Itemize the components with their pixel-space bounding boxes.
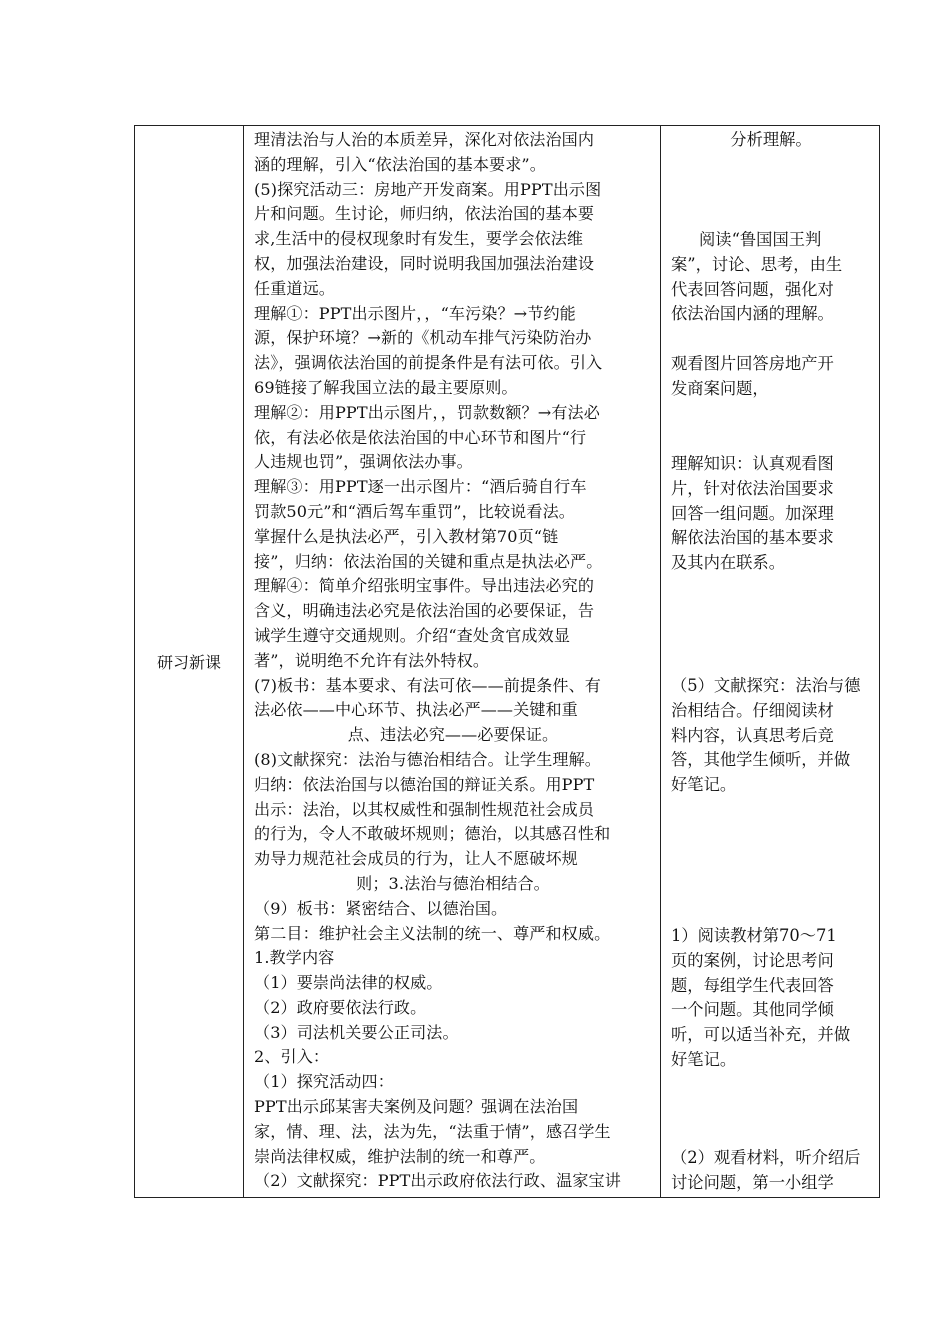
student-activity-block (671, 452, 871, 576)
teacher-line: 理解④：简单介绍张明宝事件。导出违法必究的 (254, 576, 595, 596)
student-activity-block (671, 228, 871, 327)
student-line: 好笔记。 (671, 1049, 737, 1069)
teacher-line: 涵的理解，引入“依法治国的基本要求”。 (254, 154, 546, 174)
student-line: 分析理解。 (730, 130, 812, 149)
teacher-line: （2）文献探究：PPT出示政府依法行政、温家宝讲 (254, 1171, 621, 1191)
teacher-line: 理解①：PPT出示图片，，“车污染？→节约能 (254, 303, 576, 323)
student-line: 代表回答问题，强化对 (671, 279, 834, 299)
student-activity-text (661, 126, 879, 1197)
teacher-line: 法》，强调依法治国的前提条件是有法可依。引入 (254, 353, 603, 373)
student-activity-cell (661, 126, 880, 1198)
teacher-line: 掌握什么是执法必严，引入教材第70页“链 (254, 526, 559, 546)
student-line: 听，可以适当补充，并做 (671, 1025, 851, 1045)
student-line: 料内容，认真思考后竞 (671, 725, 834, 745)
teacher-line: 著”，说明绝不允许有法外特权。 (254, 650, 490, 670)
student-line: 案”，讨论、思考，由生 (671, 254, 843, 274)
section-label: 研习新课 (156, 653, 221, 672)
teacher-line: 依，有法必依是依法治国的中心环节和图片“行 (254, 427, 587, 447)
student-line: 片，针对依法治国要求 (671, 478, 834, 498)
teacher-line: PPT出示邱某害夫案例及问题？强调在法治国 (254, 1097, 579, 1117)
teacher-line: （9）板书：紧密结合、以德治国。 (254, 898, 508, 918)
student-line: 讨论问题，第一小组学 (671, 1172, 834, 1192)
teacher-line: 罚款50元”和“酒后驾车重罚”，比较说看法。 (254, 501, 575, 521)
student-line: 页的案例，讨论思考问 (671, 950, 834, 970)
student-line: （5）文献探究：法治与德 (671, 676, 861, 695)
student-line: 及其内在联系。 (671, 553, 785, 573)
teacher-line: 求,生活中的侵权现象时有发生，要学会依法维 (254, 229, 584, 249)
student-line: 理解知识：认真观看图 (671, 454, 834, 473)
student-line: 观看图片回答房地产开 (671, 354, 834, 373)
teacher-line: 任重道远。 (254, 278, 335, 298)
teacher-line: 理清法治与人治的本质差异，深化对依法治国内 (254, 130, 595, 149)
teacher-line: (8)文献探究：法治与德治相结合。让学生理解。 (254, 749, 601, 769)
teacher-line: 归纳：依法治国与以德治国的辩证关系。用PPT (254, 774, 595, 794)
teacher-line: 诫学生遵守交通规则。介绍“查处贪官成效显 (254, 625, 571, 645)
teacher-line: 家，情、理、法，法为先，“法重于情”，感召学生 (254, 1121, 611, 1141)
student-line: 解依法治国的基本要求 (671, 528, 834, 548)
student-activity-block (671, 1146, 871, 1196)
teacher-activity-cell (244, 126, 661, 1198)
teacher-line: 则；3.法治与德治相结合。 (356, 873, 550, 893)
teacher-line: （1）要崇尚法律的权威。 (254, 973, 443, 993)
teacher-line: 法必依——中心环节、执法必严——关键和重 (254, 700, 578, 720)
student-line: 依法治国内涵的理解。 (671, 304, 834, 324)
student-line: 治相结合。仔细阅读材 (671, 700, 834, 720)
student-line: 一个问题。其他同学倾 (671, 1000, 834, 1020)
student-line: 发商案问题， (671, 378, 769, 398)
teacher-line: 出示：法治，以其权威性和强制性规范社会成员 (254, 799, 595, 819)
student-activity-block (671, 128, 871, 153)
teacher-line: （2）政府要依法行政。 (254, 997, 427, 1017)
teacher-line: 崇尚法律权威，维护法制的统一和尊严。 (254, 1146, 546, 1166)
student-activity-block (671, 352, 871, 402)
teacher-line: 劝导力规范社会成员的行为，让人不愿破坏规 (254, 849, 578, 869)
teacher-line: 权，加强法治建设，同时说明我国加强法治建设 (254, 253, 595, 273)
teacher-line: 点、违法必究——必要保证。 (347, 725, 559, 745)
student-line: （2）观看材料，听介绍后 (671, 1148, 861, 1167)
teacher-line: 69链接了解我国立法的最主要原则。 (254, 377, 518, 397)
student-line: 好笔记。 (671, 775, 737, 795)
teacher-line: 的行为，令人不敢破坏规则；德治，以其感召性和 (254, 824, 611, 844)
teacher-line: 接”，归纳：依法治国的关键和重点是执法必严。 (254, 551, 603, 571)
teacher-line: (7)板书：基本要求、有法可依——前提条件、有 (254, 675, 601, 695)
teacher-line: 含义，明确违法必究是依法治国的必要保证，告 (254, 601, 595, 621)
teacher-line: (5)探究活动三：房地产开发商案。用PPT出示图 (254, 179, 602, 199)
student-line: 题，每组学生代表回答 (671, 975, 834, 995)
teacher-line: 1.教学内容 (254, 948, 335, 968)
teacher-line: 第二目：维护社会主义法制的统一、尊严和权威。 (254, 923, 611, 943)
student-activity-block (671, 924, 871, 1073)
student-line: 回答一组问题。加深理 (671, 503, 834, 523)
teacher-activity-text (244, 126, 660, 1194)
teacher-line: （1）探究活动四： (254, 1072, 394, 1092)
student-line: 答，其他学生倾听，并做 (671, 750, 851, 770)
teacher-line: （3）司法机关要公正司法。 (254, 1022, 459, 1042)
teacher-line: 2、引入： (254, 1047, 330, 1067)
teacher-line: 人违规也罚”，强调依法办事。 (254, 452, 473, 472)
teacher-line: 理解③：用PPT逐一出示图片：“酒后骑自行车 (254, 477, 587, 497)
teacher-line: 源，保护环境？→新的《机动车排气污染防治办 (254, 328, 592, 348)
student-line: 阅读“鲁国国王判 (699, 230, 822, 249)
lesson-plan-table (134, 125, 880, 1198)
teacher-line: 理解②：用PPT出示图片，，罚款数额？→有法必 (254, 402, 600, 422)
student-line: 1）阅读教材第70～71 (671, 926, 837, 945)
section-label-cell (135, 126, 244, 1198)
teacher-line: 片和问题。生讨论，师归纳，依法治国的基本要 (254, 204, 595, 224)
student-activity-block (671, 674, 871, 798)
